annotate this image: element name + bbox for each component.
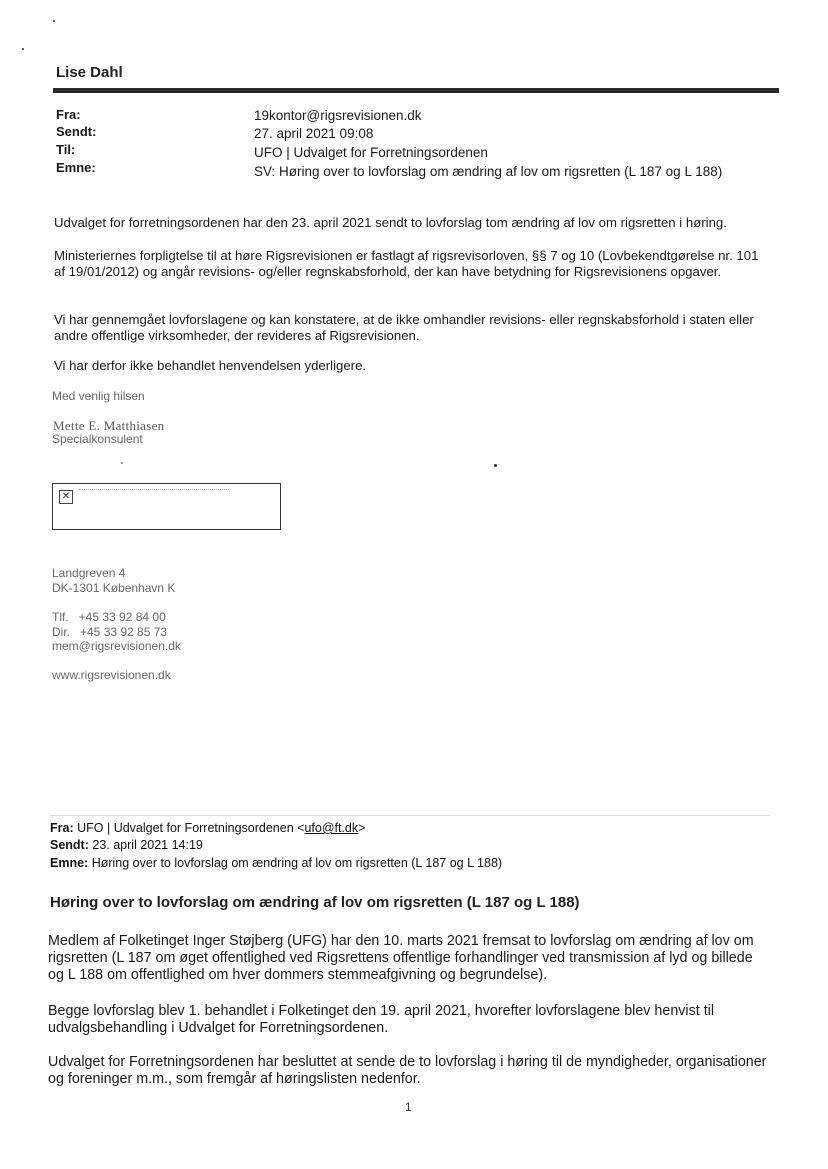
header-from-label: Fra:	[56, 107, 81, 122]
email1-paragraph-3: Vi har gennemgået lovforslagene og kan konstatere, at de ikke omhandler revisions- eller regnskabsforhold i staten eller andre offentlige virksomheder, der revideres af Rigsrevisionen.	[54, 312, 754, 343]
forward-from-link[interactable]: ufo@ft.dk	[304, 821, 359, 835]
signature-direct-phone: Dir. +45 33 92 85 73	[52, 625, 168, 639]
scan-speck	[22, 48, 24, 50]
email1-paragraph-2: Ministeriernes forpligtelse til at høre Rigsrevisionen er fastlagt af rigsrevisorloven, §§ 7 og 10 (Lovbekendtgørelse nr. 101 af 19/01/2012) og angår revisions- og/eller regnskabsforhold, der kan have betydning for Rigsrevisionens opgaver.	[54, 248, 759, 279]
forward-subject-label: Emne:	[50, 856, 89, 870]
header-to-label: Til:	[56, 142, 76, 157]
signature-title: Specialkonsulent	[52, 432, 143, 446]
forward-subject	[50, 856, 502, 870]
signature-email[interactable]: mem@rigsrevisionen.dk	[52, 639, 181, 653]
header-from-value: 19kontor@rigsrevisionen.dk	[254, 108, 422, 123]
signature-phone: Tlf. +45 33 92 84 00	[52, 610, 166, 624]
header-subject-label: Emne:	[56, 160, 96, 175]
signature-website[interactable]: www.rigsrevisionen.dk	[52, 668, 171, 682]
email2-paragraph-1: Medlem af Folketinget Inger Støjberg (UFG) har den 10. marts 2021 fremsat to lovforslag om ændring af lov om rigsretten (L 187 om øget offentlighed ved Rigsrettens offentlige forhandlinger ved transmission af lyd og billede og L 188 om offentlighed om hver dommers stemmeafgivning og begrundelse).	[48, 933, 754, 983]
scan-speck	[121, 462, 123, 464]
signature-name: Mette E. Matthiasen	[53, 418, 165, 433]
header-subject-value: SV: Høring over to lovforslag om ændring af lov om rigsretten (L 187 og L 188)	[254, 164, 723, 179]
signature-greeting: Med venlig hilsen	[52, 389, 145, 403]
forward-sent	[50, 838, 203, 852]
scan-speck	[53, 20, 55, 22]
page-number: 1	[405, 1100, 412, 1114]
signature-address-line2: DK-1301 København K	[52, 581, 176, 595]
forward-from-value: UFO | Udvalget for Forretningsordenen <	[77, 821, 305, 835]
signature-address-line1: Landgreven 4	[52, 566, 126, 580]
email1-paragraph-1: Udvalget for forretningsordenen har den 23. april 2021 sendt to lovforslag tom ændring af lov om rigsretten i høring.	[54, 215, 727, 230]
sender-name: Lise Dahl	[56, 64, 123, 81]
header-to-value: UFO | Udvalget for Forretningsordenen	[254, 145, 488, 160]
forward-from	[50, 821, 365, 835]
forward-from-close: >	[358, 821, 366, 835]
forward-from-label: Fra:	[50, 821, 74, 835]
email1-paragraph-4: Vi har derfor ikke behandlet henvendelsen yderligere.	[54, 358, 367, 373]
forward-separator	[50, 815, 770, 816]
broken-image-icon: ✕	[59, 490, 73, 504]
signature-logo-placeholder	[52, 483, 281, 530]
email2-paragraph-2: Begge lovforslag blev 1. behandlet i Folketinget den 19. april 2021, hvorefter lovforslagene blev henvist til udvalgsbehandling i Udvalget for Forretningsordenen.	[48, 1003, 715, 1036]
scan-speck	[494, 464, 497, 467]
forward-sent-label: Sendt:	[50, 838, 89, 852]
forward-sent-value: 23. april 2021 14:19	[92, 838, 203, 852]
email2-paragraph-3: Udvalget for Forretningsordenen har besluttet at sende de to lovforslag i høring til de myndigheder, organisationer og foreninger m.m., som fremgår af høringslisten nedenfor.	[48, 1054, 767, 1087]
header-sent-value: 27. april 2021 09:08	[254, 126, 374, 141]
broken-image-caption	[79, 489, 229, 492]
header-rule	[53, 88, 779, 93]
forward-heading: Høring over to lovforslag om ændring af lov om rigsretten (L 187 og L 188)	[50, 894, 580, 911]
forward-subject-value: Høring over to lovforslag om ændring af lov om rigsretten (L 187 og L 188)	[91, 856, 503, 870]
header-sent-label: Sendt:	[56, 124, 97, 139]
